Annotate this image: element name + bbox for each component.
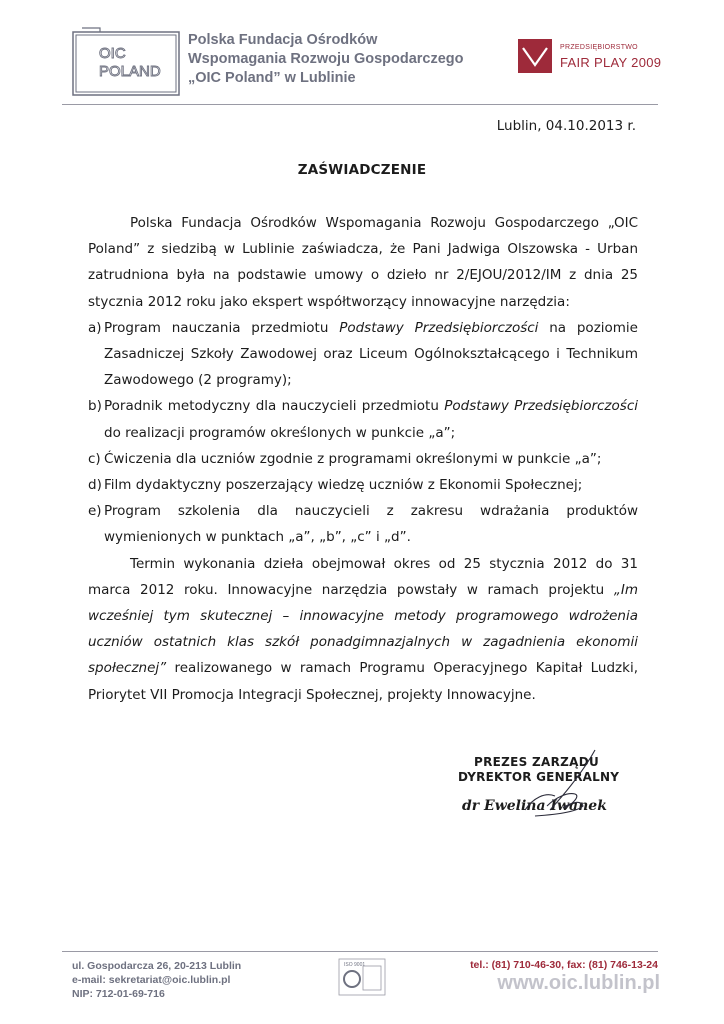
signature-name: dr Ewelina Iwanek xyxy=(462,798,607,814)
fair-play-logo xyxy=(518,39,552,73)
document-date: Lublin, 04.10.2013 r. xyxy=(496,118,636,134)
item-text-italic: Podstawy Przedsiębiorczości xyxy=(339,319,539,336)
signature-title: PREZES ZARZĄDU xyxy=(474,755,600,769)
project-title: „Im wcześniej tym skutecznej – innowacyjne metody programowego wdrożenia uczniów ostatnich klas szkół ponadgimnazjalnych w zagadnienia ekonomii społecznej” xyxy=(88,581,638,677)
document-title: ZAŚWIADCZENIE xyxy=(297,162,427,178)
oic-poland-logo xyxy=(72,24,180,96)
list-item xyxy=(88,315,638,394)
item-text-plain: na poziomie Zasadniczej Szkoły Zawodowej oraz Liceum Ogólnokształcącego i Technikum Zawodowego (2 programy); xyxy=(104,319,638,389)
list-item-label: c) xyxy=(88,450,101,467)
cert-label: ISO 9001 xyxy=(344,962,366,968)
item-text-plain: Program nauczania przedmiotu xyxy=(104,319,340,336)
org-name-line2: Wspomagania Rozwoju Gospodarczego xyxy=(188,51,464,67)
list-item-text: Film dydaktyczny poszerzający wiedzę uczniów z Ekonomii Społecznej; xyxy=(104,477,583,494)
header-divider xyxy=(62,104,658,105)
svg-text:POLAND: POLAND xyxy=(99,63,161,80)
footer-website[interactable]: www.oic.lublin.pl xyxy=(497,972,660,994)
list-item-label: b) xyxy=(88,398,102,415)
list-item-text xyxy=(104,393,638,445)
footer-divider xyxy=(62,951,658,952)
closing-text-plain: Termin wykonania dzieła obejmował okres od 25 stycznia 2012 do 31 marca 2012 roku. Innowacyjne narzędzia powstały w ramach projektu xyxy=(88,555,638,598)
item-text-plain: do realizacji programów określonych w punkcie „a”; xyxy=(104,424,456,441)
document-body xyxy=(88,210,638,708)
item-text-plain: Poradnik metodyczny dla nauczycieli przedmiotu xyxy=(104,398,445,415)
org-name-line1: Polska Fundacja Ośrodków xyxy=(188,32,378,48)
footer-phone: tel.: (81) 710-46-30, fax: (81) 746-13-24 xyxy=(470,959,658,971)
fair-play-label: PRZEDSIĘBIORSTWO xyxy=(560,44,638,51)
list-item xyxy=(88,393,638,445)
list-item-label: a) xyxy=(88,319,102,336)
list-item xyxy=(88,472,638,498)
list-item-text: Program szkolenia dla nauczycieli z zakresu wdrażania produktów wymienionych w punktach „a”, „b”, „c” i „d”. xyxy=(104,503,638,546)
list-item-label: e) xyxy=(88,503,102,520)
signature-subtitle: DYREKTOR GENERALNY xyxy=(458,770,620,784)
handwritten-signature xyxy=(505,748,605,828)
list-item xyxy=(88,498,638,550)
intro-paragraph: Polska Fundacja Ośrodków Wspomagania Rozwoju Gospodarczego „OIC Poland” z siedzibą w Lublinie zaświadcza, że Pani Jadwiga Olszowska - Urban zatrudniona była na podstawie umowy o dzieło nr 2/EJOU/2012/IM z dnia 25 stycznia 2012 roku jako ekspert współtworzący innowacyjne narzędzia: xyxy=(88,215,638,310)
fair-play-title: FAIR PLAY 2009 xyxy=(560,55,662,70)
closing-paragraph xyxy=(88,551,638,708)
item-text-italic: Podstawy Przedsiębiorczości xyxy=(444,398,638,415)
footer-contact xyxy=(72,959,241,1001)
list-item-text xyxy=(104,315,638,394)
list-item xyxy=(88,446,638,472)
closing-text-plain: realizowanego w ramach Programu Operacyjnego Kapitał Ludzki, Priorytet VII Promocja Integracji Społecznej, projekty Innowacyjne. xyxy=(88,660,638,703)
iso-certificate-icon xyxy=(338,958,386,996)
svg-text:OIC: OIC xyxy=(99,45,126,62)
footer-address: ul. Gospodarcza 26, 20-213 Lublin xyxy=(72,960,242,972)
footer-email: e-mail: sekretariat@oic.lublin.pl xyxy=(72,974,231,986)
items-list xyxy=(88,315,638,551)
footer-nip: NIP: 712-01-69-716 xyxy=(72,988,165,1000)
org-name-line3: „OIC Poland” w Lublinie xyxy=(188,70,356,86)
list-item-label: d) xyxy=(88,477,102,494)
organization-name xyxy=(188,31,464,88)
list-item-text: Ćwiczenia dla uczniów zgodnie z programami określonymi w punkcie „a”; xyxy=(104,450,602,467)
